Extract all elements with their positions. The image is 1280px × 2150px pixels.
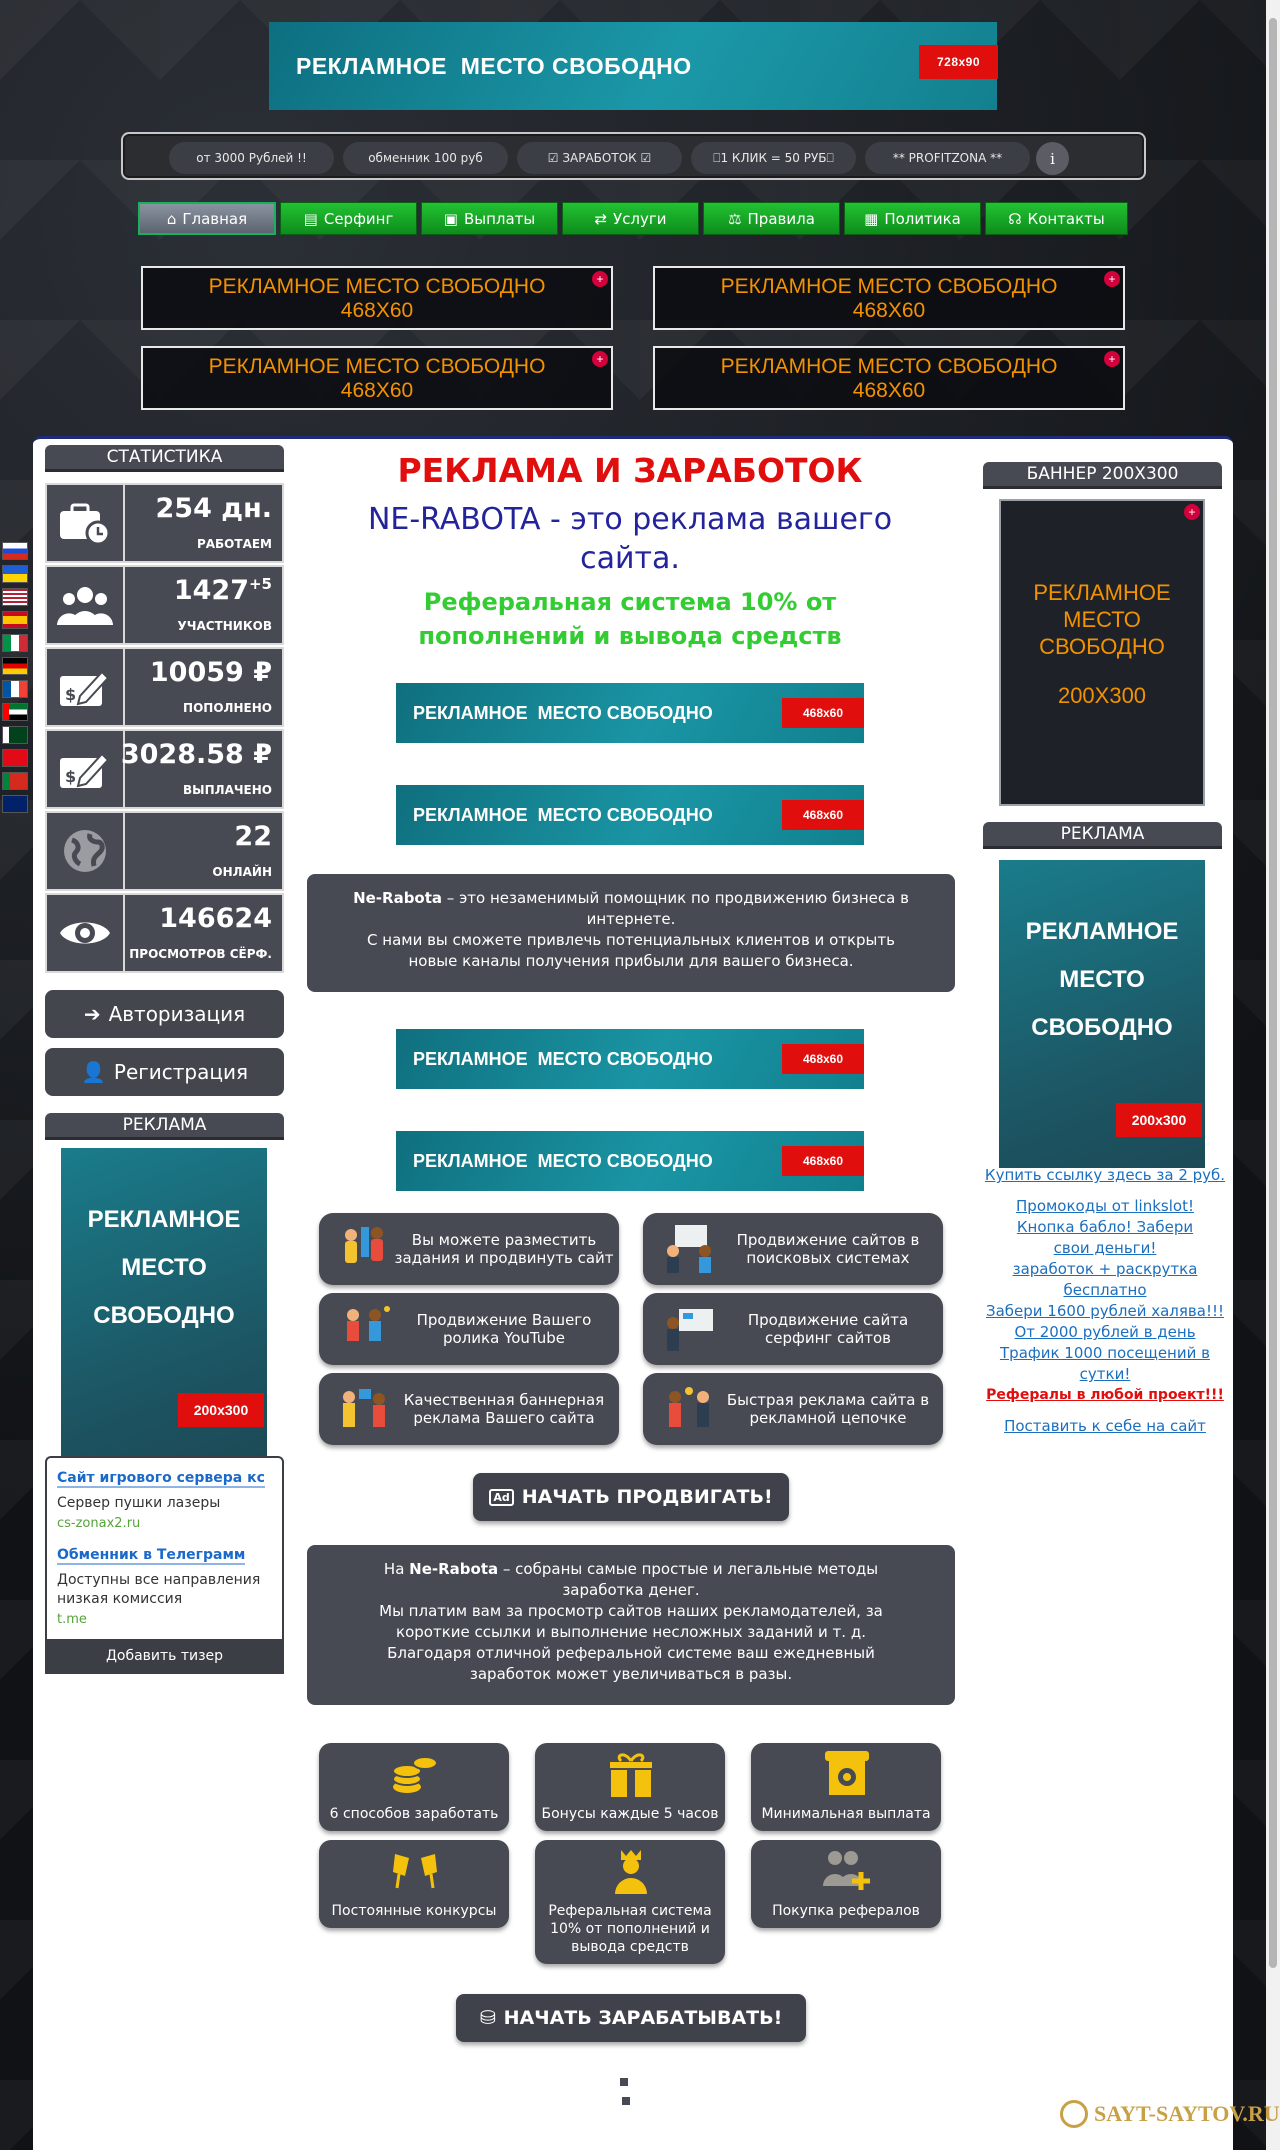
stat-number: 1427 xyxy=(173,575,249,606)
stat-label: ОНЛАЙН xyxy=(212,865,272,879)
ticker-item[interactable]: от 3000 Рублей !! xyxy=(169,142,334,174)
right-ad-title: РЕКЛАМА xyxy=(983,822,1222,849)
ad-slot-468x60[interactable] xyxy=(653,266,1125,330)
ad-size-tag: 200x300 xyxy=(1116,1103,1202,1137)
ad-slot-text: РЕКЛАМНОЕ МЕСТО СВОБОДНО xyxy=(208,275,546,298)
gift-icon xyxy=(605,1749,657,1799)
banner-200x300[interactable] xyxy=(999,499,1205,806)
flag-nz-icon[interactable] xyxy=(2,795,28,813)
about-text: – это незаменимый помощник по продвижению бизнеса в интернете. xyxy=(442,889,909,928)
banner-text: СВОБОДНО xyxy=(1039,634,1165,659)
service-text: Вы можете разместить задания и продвинуть сайт xyxy=(394,1231,614,1267)
top-banner-size-tag: 728x90 xyxy=(919,45,998,79)
ad-slot-468x60[interactable] xyxy=(141,346,613,410)
flag-it-icon[interactable] xyxy=(2,634,28,652)
left-ad-200x300[interactable] xyxy=(61,1148,267,1456)
stats-title: СТАТИСТИКА xyxy=(45,445,284,472)
top-banner-728x90[interactable] xyxy=(269,22,997,110)
nav-contacts[interactable] xyxy=(985,202,1128,235)
page-subtitle: NE-RABOTA - это реклама вашего сайта. xyxy=(367,502,893,576)
brand-name: Ne-Rabota xyxy=(409,1560,499,1578)
video-team-icon xyxy=(337,1303,395,1355)
watermark-text: SAYT-SAYTOV.RU xyxy=(1094,2101,1280,2126)
nav-payouts[interactable] xyxy=(421,202,558,235)
register-label: Регистрация xyxy=(113,1060,249,1084)
stat-delta: +5 xyxy=(248,575,272,593)
buy-link[interactable]: Купить ссылку здесь за 2 руб. xyxy=(984,1166,1226,1184)
ad-banner-468x60[interactable] xyxy=(396,1029,864,1089)
referral-headline: Реферальная система 10% от пополнений и вывода средств xyxy=(418,588,842,650)
service-card[interactable] xyxy=(643,1293,943,1365)
start-promoting-button[interactable] xyxy=(473,1473,789,1521)
medal-icon xyxy=(1060,2100,1088,2128)
ad-text: СВОБОДНО xyxy=(1031,1014,1173,1041)
service-card[interactable] xyxy=(319,1293,619,1365)
teaser-url[interactable]: t.me xyxy=(57,1612,87,1627)
ad-slot-468x60[interactable] xyxy=(653,346,1125,410)
ticker-item[interactable]: обменник 100 руб xyxy=(343,142,508,174)
flag-tr-icon[interactable] xyxy=(2,749,28,767)
feature-card[interactable] xyxy=(319,1743,509,1831)
browser-icon: ▤ xyxy=(303,209,318,228)
loading-dots-icon xyxy=(620,2071,642,2081)
surfing-icon xyxy=(661,1303,719,1355)
ad-text: РЕКЛАМНОЕ xyxy=(1025,918,1179,945)
nav-label: Выплаты xyxy=(463,209,536,228)
text-link-highlight[interactable]: Рефералы в любой проект!!! xyxy=(986,1387,1224,1403)
cta-label: НАЧАТЬ ЗАРАБАТЫВАТЬ! xyxy=(503,2007,783,2029)
banner-200x300-title: БАННЕР 200X300 xyxy=(983,462,1222,489)
feature-label: Бонусы каждые 5 часов xyxy=(541,1806,719,1822)
document-icon: ▦ xyxy=(864,209,879,228)
cta-label: НАЧАТЬ ПРОДВИГАТЬ! xyxy=(521,1486,773,1508)
coins-icon xyxy=(389,1749,441,1799)
watermark xyxy=(1060,2100,1280,2128)
earnings-info-box xyxy=(307,1545,955,1705)
people-task-icon xyxy=(337,1223,395,1275)
flag-es-icon[interactable] xyxy=(2,611,28,629)
feature-card[interactable] xyxy=(535,1840,725,1964)
ticker-item[interactable]: ** PROFITZONA ** xyxy=(865,142,1030,174)
nav-services[interactable] xyxy=(562,202,699,235)
banner-text: РЕКЛАМНОЕ xyxy=(1033,580,1171,605)
king-users-icon xyxy=(605,1846,657,1896)
text-link[interactable]: Промокоды от linkslot! xyxy=(1016,1197,1194,1215)
nav-policy[interactable] xyxy=(844,202,981,235)
feature-label: Реферальная система 10% от пополнений и вывода средств xyxy=(548,1903,712,1955)
stat-value: 3028.58 ₽ xyxy=(120,739,272,770)
svg-text:$: $ xyxy=(65,685,77,704)
ad-text: РЕКЛАМНОЕ МЕСТО СВОБОДНО xyxy=(413,702,713,723)
top-banner-text: РЕКЛАМНОЕ МЕСТО СВОБОДНО xyxy=(296,52,692,79)
user-plus-icon: 👤 xyxy=(80,1060,106,1084)
language-flags xyxy=(0,538,28,818)
flag-de-icon[interactable] xyxy=(2,657,28,675)
nav-label: Правила xyxy=(747,209,815,228)
service-text: Продвижение Вашего ролика YouTube xyxy=(416,1311,592,1347)
flag-ua-icon[interactable] xyxy=(2,565,28,583)
ticker-bar xyxy=(121,132,1146,180)
users-plus-icon xyxy=(821,1846,873,1896)
stat-value xyxy=(174,575,272,606)
scrollbar-thumb[interactable] xyxy=(1269,18,1277,1968)
ad-size-tag: 200x300 xyxy=(178,1393,264,1427)
register-button[interactable] xyxy=(45,1048,284,1096)
stat-label: РАБОТАЕМ xyxy=(196,537,272,551)
service-text: Продвижение сайта серфинг сайтов xyxy=(747,1311,909,1347)
flag-ru-icon[interactable] xyxy=(2,542,28,560)
install-link[interactable]: Поставить к себе на сайт xyxy=(1004,1417,1206,1435)
service-card[interactable] xyxy=(643,1373,943,1445)
info-text: На xyxy=(383,1560,410,1578)
left-ad-title: РЕКЛАМА xyxy=(45,1113,284,1140)
ad-banner-468x60[interactable] xyxy=(396,1131,864,1191)
info-button[interactable]: i xyxy=(1036,142,1069,175)
brand-name: Ne-Rabota xyxy=(353,889,443,907)
seo-team-icon xyxy=(661,1223,719,1275)
nav-label: Политика xyxy=(884,209,961,228)
info-text: – собраны самые простые и легальные методы заработка денег. xyxy=(498,1560,879,1599)
ad-text: РЕКЛАМНОЕ xyxy=(87,1206,241,1233)
info-text: Благодаря отличной реферальной системе ваш ежедневный заработок может увеличиваться в разы. xyxy=(387,1644,875,1683)
feature-label: Покупка рефералов xyxy=(772,1903,920,1919)
ad-text: МЕСТО xyxy=(1059,966,1145,993)
service-text: Качественная баннерная реклама Вашего сайта xyxy=(403,1391,605,1427)
stat-online xyxy=(45,811,284,891)
start-earning-button[interactable] xyxy=(456,1994,806,2042)
text-link[interactable]: Забери 1600 рублей халява!!! xyxy=(985,1302,1224,1320)
stat-value: 22 xyxy=(234,821,272,852)
ticker-item[interactable]: ☑ ЗАРАБОТОК ☑ xyxy=(517,142,682,174)
ticker-item[interactable]: ⎕1 КЛИК = 50 РУБ⎕ xyxy=(691,142,856,174)
ad-size-tag: 468x60 xyxy=(782,1146,864,1176)
feature-label: Минимальная выплата xyxy=(761,1806,931,1822)
nav-home[interactable] xyxy=(138,202,276,235)
nav-rules[interactable] xyxy=(703,202,840,235)
service-text: Продвижение сайтов в поисковых системах xyxy=(736,1231,920,1267)
nav-label: Услуги xyxy=(613,209,667,228)
service-card[interactable] xyxy=(319,1373,619,1445)
service-card[interactable] xyxy=(319,1213,619,1285)
ad-icon: Ad xyxy=(489,1489,513,1506)
teaser-url[interactable]: cs-zonax2.ru xyxy=(57,1516,141,1531)
ad-text: МЕСТО xyxy=(121,1254,207,1281)
nav-label: Контакты xyxy=(1027,209,1105,228)
about-text: С нами вы сможете привлечь потенциальных клиентов и открыть новые каналы получения прибыли для вашего бизнеса. xyxy=(367,931,895,970)
scales-icon: ⚖ xyxy=(728,209,742,228)
teaser-title[interactable]: Сайт игрового сервера кс xyxy=(57,1470,265,1486)
stat-label: УЧАСТНИКОВ xyxy=(177,619,272,633)
exchange-icon: ⇄ xyxy=(594,209,608,228)
feature-label: Постоянные конкурсы xyxy=(331,1903,497,1919)
flag-ae-icon[interactable] xyxy=(2,703,28,721)
ad-size-tag: 468x60 xyxy=(782,698,864,728)
plus-icon[interactable]: + xyxy=(1104,271,1120,287)
money-icon: ▣ xyxy=(443,209,458,228)
ad-slot-size: 468X60 xyxy=(852,379,926,402)
teaser-title[interactable]: Обменник в Телеграмм xyxy=(57,1547,246,1563)
coins-stack-icon: ⛁ xyxy=(479,2007,496,2029)
stat-deposited xyxy=(45,647,284,727)
flag-us-icon[interactable] xyxy=(2,588,28,606)
text-link[interactable]: заработок + раскрутка бесплатно xyxy=(1012,1260,1198,1299)
feature-card[interactable] xyxy=(751,1743,941,1831)
ad-slot-text: РЕКЛАМНОЕ МЕСТО СВОБОДНО xyxy=(720,355,1058,378)
ad-size-tag: 468x60 xyxy=(782,1044,864,1074)
info-text: Мы платим вам за просмотр сайтов наших рекламодателей, за короткие ссылки и выполнение несложных заданий и т. д. xyxy=(379,1602,883,1641)
feature-card[interactable] xyxy=(319,1840,509,1928)
ad-text: СВОБОДНО xyxy=(93,1302,235,1329)
login-button[interactable] xyxy=(45,990,284,1038)
teaser-desc: Доступны все направления низкая комиссия xyxy=(57,1572,261,1607)
ad-slot-text: РЕКЛАМНОЕ МЕСТО СВОБОДНО xyxy=(720,275,1058,298)
stat-members xyxy=(45,565,284,645)
ad-banner-468x60[interactable] xyxy=(396,683,864,743)
text-link[interactable]: Кнопка бабло! Забери свои деньги! xyxy=(1016,1218,1194,1257)
feature-card[interactable] xyxy=(751,1840,941,1928)
flag-pk-icon[interactable] xyxy=(2,726,28,744)
stat-label: ВЫПЛАЧЕНО xyxy=(182,783,272,797)
home-icon: ⌂ xyxy=(166,209,177,228)
plus-icon[interactable]: + xyxy=(1104,351,1120,367)
ad-text: РЕКЛАМНОЕ МЕСТО СВОБОДНО xyxy=(413,1150,713,1171)
nav-label: Серфинг xyxy=(323,209,394,228)
ad-text: РЕКЛАМНОЕ МЕСТО СВОБОДНО xyxy=(413,804,713,825)
stat-label: ПОПОЛНЕНО xyxy=(183,701,272,715)
stat-paid xyxy=(45,729,284,809)
banner-text: МЕСТО xyxy=(1063,607,1141,632)
feature-card[interactable] xyxy=(535,1743,725,1831)
ad-slot-size: 468X60 xyxy=(852,299,926,322)
plus-icon[interactable]: + xyxy=(592,351,608,367)
ad-banner-468x60[interactable] xyxy=(396,785,864,845)
flag-tm-icon[interactable] xyxy=(2,772,28,790)
login-label: Авторизация xyxy=(108,1002,246,1026)
plus-icon[interactable]: + xyxy=(592,271,608,287)
ad-slot-size: 468X60 xyxy=(340,379,414,402)
right-ad-200x300[interactable] xyxy=(999,860,1205,1168)
sign-in-icon: ➔ xyxy=(83,1002,101,1026)
add-teaser-link[interactable]: Добавить тизер xyxy=(45,1639,284,1672)
page-title: РЕКЛАМА И ЗАРАБОТОК xyxy=(397,451,863,490)
nav-surfing[interactable] xyxy=(280,202,417,235)
stat-label: ПРОСМОТРОВ СЁРФ. xyxy=(129,947,272,961)
feature-label: 6 способов заработать xyxy=(329,1806,499,1822)
headset-icon: ☊ xyxy=(1008,209,1022,228)
signature-icon xyxy=(47,731,125,807)
eye-icon xyxy=(47,895,125,971)
stat-value: 146624 xyxy=(159,903,272,934)
text-link[interactable]: От 2000 рублей в день xyxy=(1014,1323,1196,1341)
briefcase-clock-icon xyxy=(47,485,125,561)
banner-ad-icon xyxy=(337,1383,395,1435)
stat-days xyxy=(45,483,284,563)
flag-fr-icon[interactable] xyxy=(2,680,28,698)
service-card[interactable] xyxy=(643,1213,943,1285)
svg-text:$: $ xyxy=(65,767,77,786)
safe-icon xyxy=(821,1749,873,1799)
cheers-icon xyxy=(389,1846,441,1896)
ad-slot-468x60[interactable] xyxy=(141,266,613,330)
teaser-desc: Сервер пушки лазеры xyxy=(57,1495,221,1511)
banner-size: 200X300 xyxy=(1057,683,1147,708)
nav-label: Главная xyxy=(182,209,248,228)
stat-value: 10059 ₽ xyxy=(149,657,272,688)
plus-icon[interactable]: + xyxy=(1184,504,1200,520)
ad-size-tag: 468x60 xyxy=(782,800,864,830)
service-text: Быстрая реклама сайта в рекламной цепочке xyxy=(726,1391,930,1427)
about-box xyxy=(307,874,955,992)
ad-text: РЕКЛАМНОЕ МЕСТО СВОБОДНО xyxy=(413,1048,713,1069)
chain-ad-icon xyxy=(661,1383,719,1435)
stat-views xyxy=(45,893,284,973)
users-icon xyxy=(47,567,125,643)
ad-slot-text: РЕКЛАМНОЕ МЕСТО СВОБОДНО xyxy=(208,355,546,378)
text-link[interactable]: Трафик 1000 посещений в сутки! xyxy=(1000,1344,1210,1383)
globe-icon xyxy=(47,813,125,889)
stat-value: 254 дн. xyxy=(155,493,272,524)
signature-icon xyxy=(47,649,125,725)
scrollbar[interactable] xyxy=(1266,0,1280,2150)
ad-slot-size: 468X60 xyxy=(340,299,414,322)
